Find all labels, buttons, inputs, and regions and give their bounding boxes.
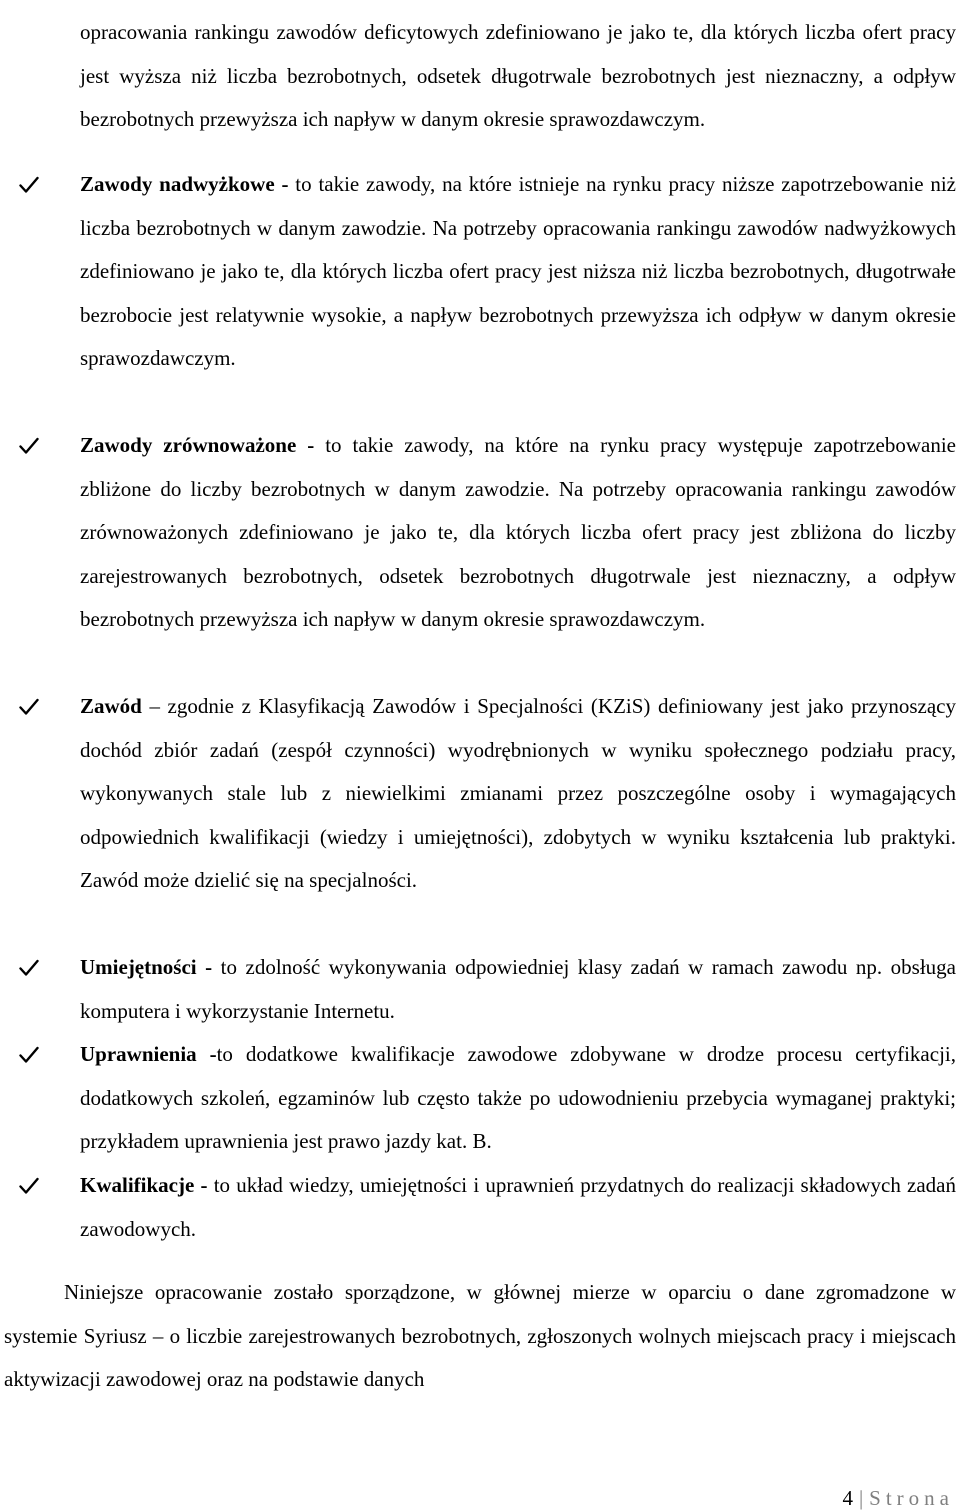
definition-term: Umiejętności - (80, 955, 213, 979)
definition-item-zawody-zrownowazone (80, 424, 956, 642)
page-number: 4 (842, 1486, 853, 1510)
definition-text: to układ wiedzy, umiejętności i uprawnień przydatnych do realizacji składowych zadań zawodowych. (80, 1173, 957, 1241)
definition-term: Zawody nadwyżkowe - (80, 172, 289, 196)
definition-item-zawody-nadwyzkowe (80, 163, 956, 381)
checkmark-icon (14, 163, 44, 206)
definition-term: Zawody zrównoważone - (80, 433, 315, 457)
checkmark-icon (14, 424, 44, 467)
definition-text: to dodatkowe kwalifikacje zawodowe zdobywane w drodze procesu certyfikacji, dodatkowych szkoleń, egzaminów lub często także po udowodnieniu przebycia wymaganej praktyki; przykładem uprawnienia jest prawo jazdy kat. B. (80, 1042, 956, 1153)
definition-term: Uprawnienia - (80, 1042, 217, 1066)
footer-separator: | (858, 1486, 864, 1510)
definition-item-kwalifikacje (80, 1164, 956, 1251)
checkmark-icon (14, 1164, 44, 1207)
definition-text: to zdolność wykonywania odpowiedniej klasy zadań w ramach zawodu np. obsługa komputera i wykorzystanie Internetu. (80, 955, 957, 1023)
definition-item-zawod (80, 685, 956, 903)
definition-text: – zgodnie z Klasyfikacją Zawodów i Specjalności (KZiS) definiowany jest jako przynoszący dochód zbiór zadań (zespół czynności) wyodrębnionych w wyniku społecznego podziału pracy, wykonywanych stale lub z niewielkimi zmianami przez poszczególne osoby i wymagających odpowiednich kwalifikacji (wiedzy i umiejętności), zdobytych w wyniku kształcenia lub praktyki. Zawód może dzielić się na specjalności. (80, 694, 956, 892)
page-footer (842, 1484, 954, 1512)
checkmark-icon (14, 685, 44, 728)
checkmark-icon (14, 1033, 44, 1076)
definition-term: Kwalifikacje - (80, 1173, 208, 1197)
definition-item-uprawnienia (80, 1033, 956, 1164)
intro-continuation-paragraph: opracowania rankingu zawodów deficytowych zdefiniowano je jako te, dla których liczba ofert pracy jest wyższa niż liczba bezrobotnych, odsetek długotrwale bezrobotnych jest nieznaczny, a odpływ bezrobotnych przewyższa ich napływ w danym okresie sprawozdawczym. (80, 20, 956, 131)
definition-term: Zawód (80, 694, 142, 718)
footer-page-label: Strona (869, 1486, 954, 1510)
checkmark-icon (14, 946, 44, 989)
definition-item-umiejetnosci (80, 946, 956, 1033)
definition-text: to takie zawody, na które na rynku pracy występuje zapotrzebowanie zbliżone do liczby bezrobotnych w danym zawodzie. Na potrzeby opracowania rankingu zawodów zrównoważonych zdefiniowano je jako te, dla których liczba ofert pracy jest zbliżona do liczby zarejestrowanych bezrobotnych, odsetek bezrobotnych długotrwale jest nieznaczny, a odpływ bezrobotnych przewyższa ich napływ w danym okresie sprawozdawczym. (80, 433, 956, 631)
definition-text: to takie zawody, na które istnieje na rynku pracy niższe zapotrzebowanie niż liczba bezrobotnych w danym zawodzie. Na potrzeby opracowania rankingu zawodów nadwyżkowych zdefiniowano je jako te, dla których liczba ofert pracy jest niższa niż liczba bezrobotnych, długotrwałe bezrobocie jest relatywnie wysokie, a napływ bezrobotnych przewyższa ich odpływ w danym okresie sprawozdawczym. (80, 172, 956, 370)
closing-paragraph: Niniejsze opracowanie zostało sporządzone, w głównej mierze w oparciu o dane zgromadzone w systemie Syriusz – o liczbie zarejestrowanych bezrobotnych, zgłoszonych wolnych miejscach pracy i miejscach aktywizacji zawodowej oraz na podstawie danych (4, 1280, 956, 1391)
